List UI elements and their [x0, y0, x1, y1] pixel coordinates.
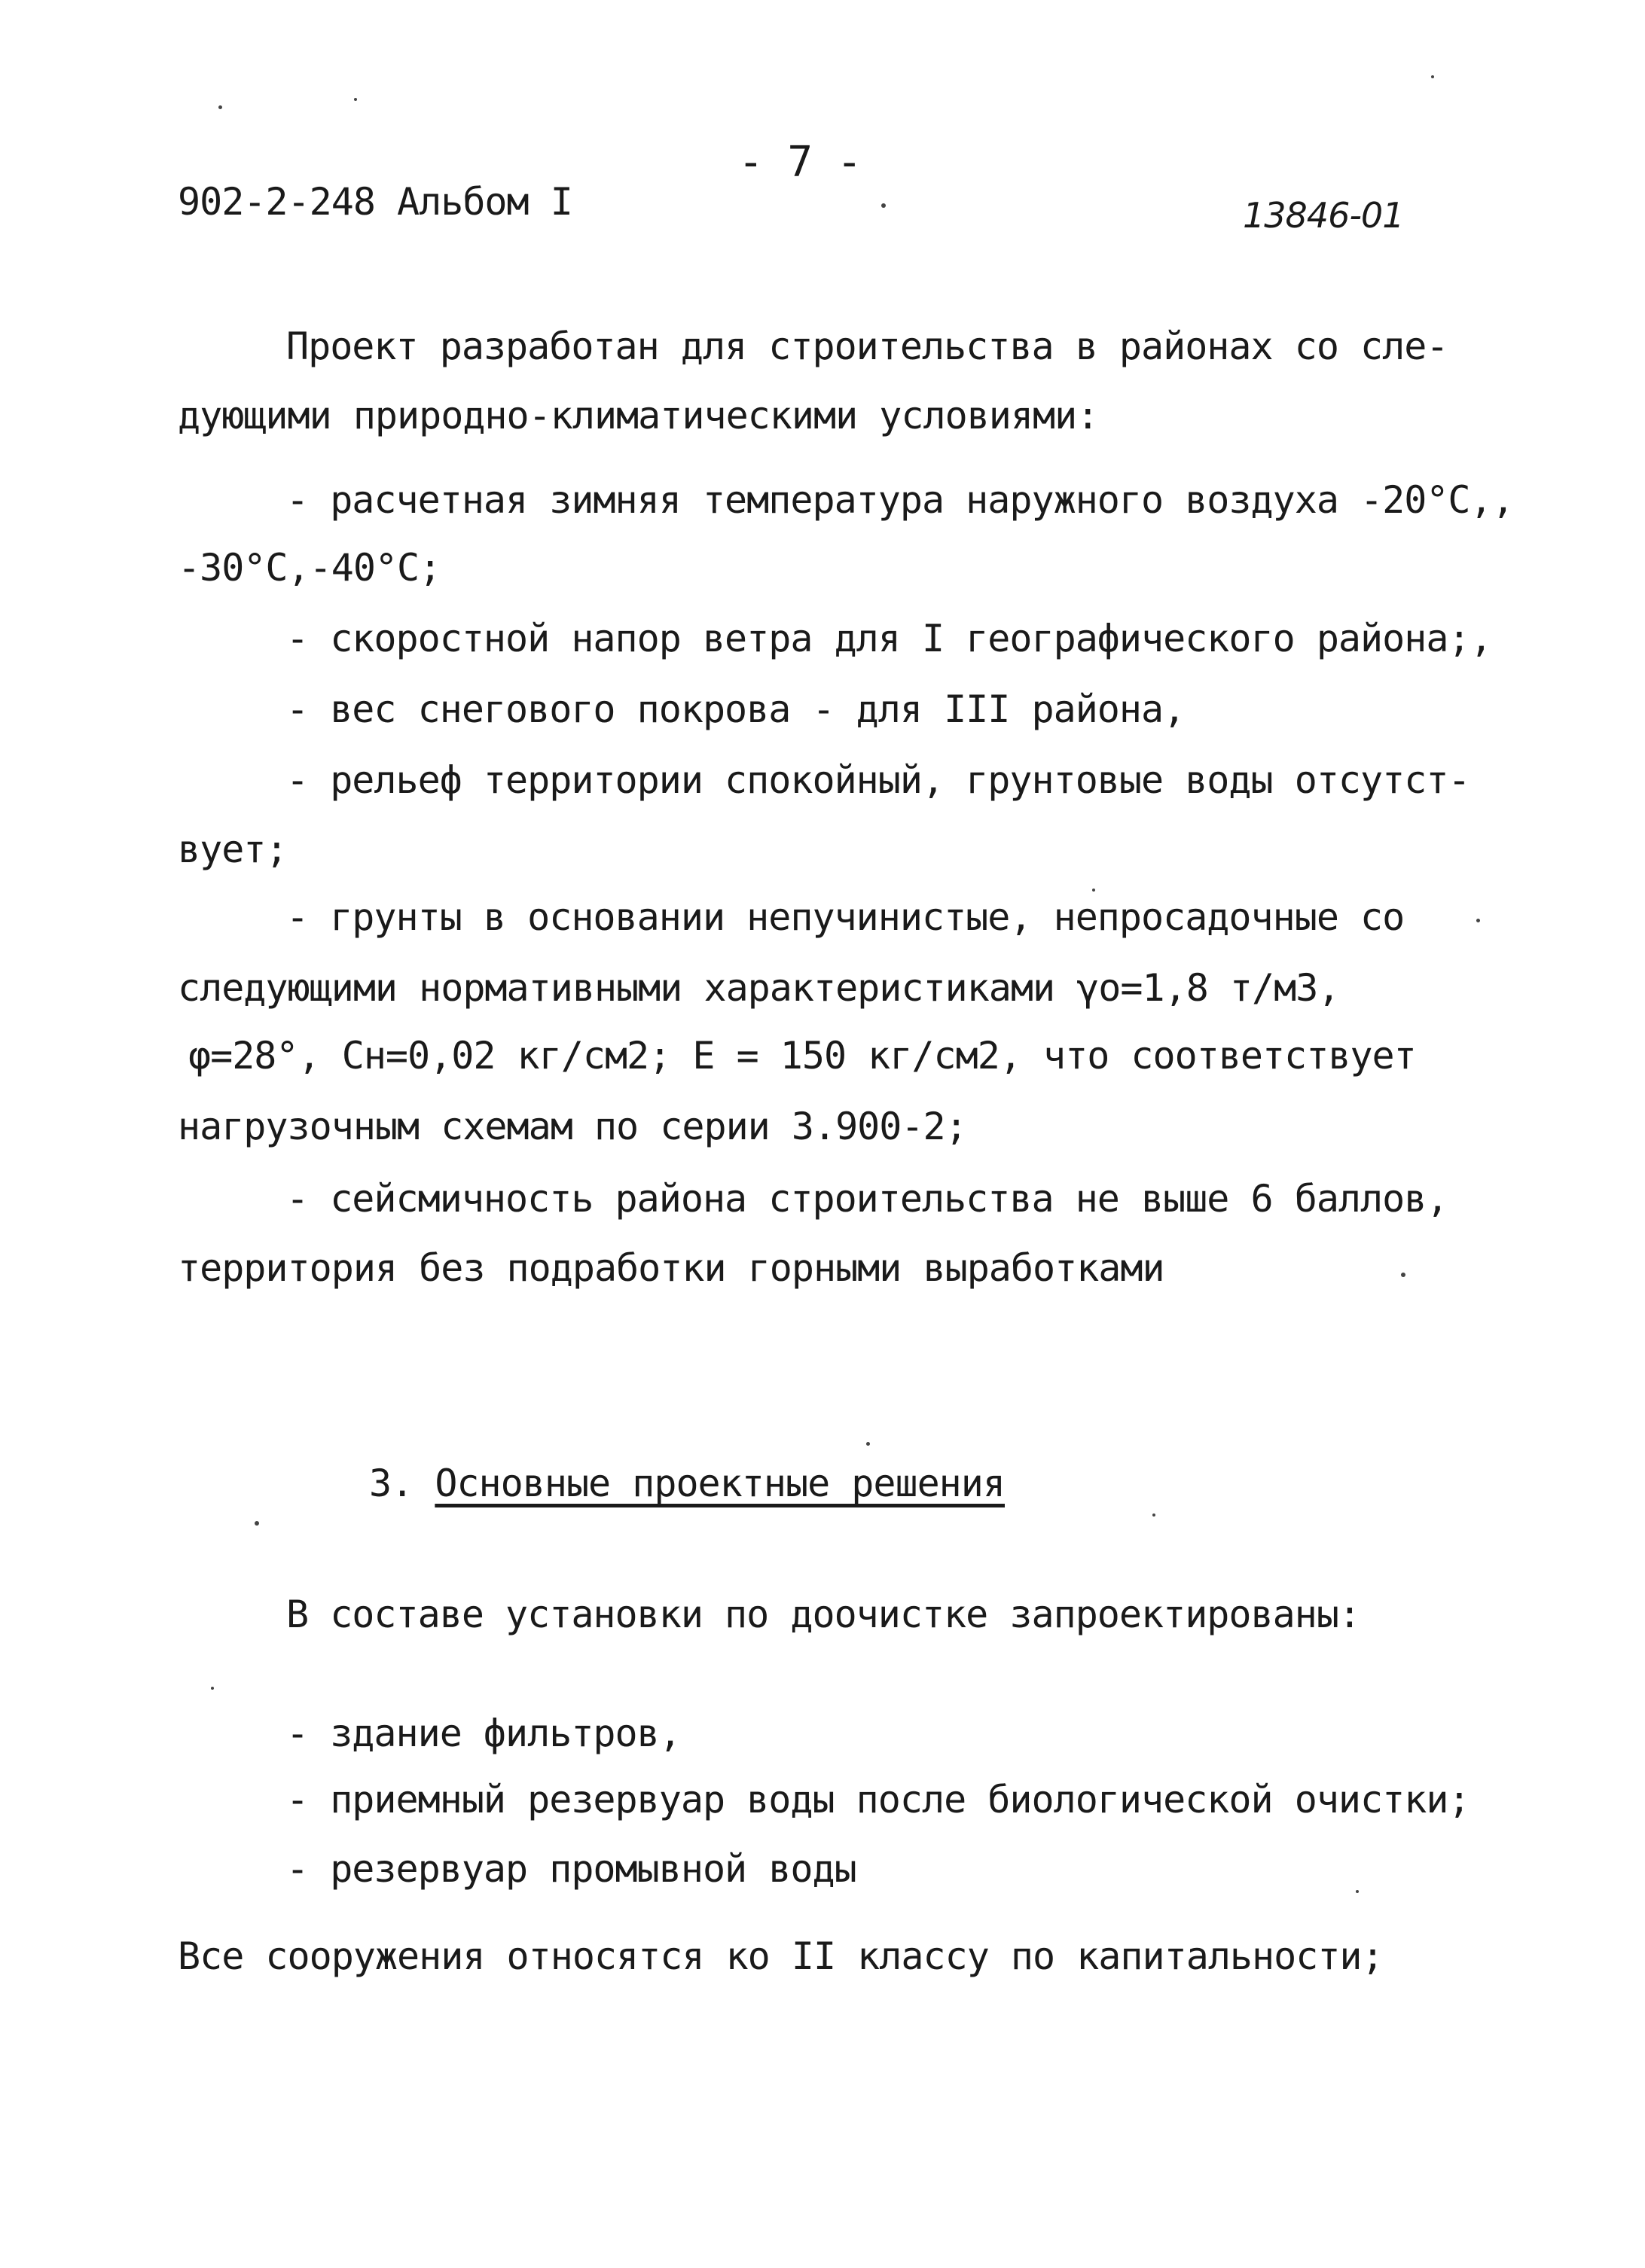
condition-relief-cont: вует; — [178, 828, 288, 871]
condition-snow: - вес снегового покрова - для III района, — [286, 687, 1186, 731]
condition-seismic-cont: территория без подработки горными выработками — [178, 1246, 1164, 1290]
page-number: - 7 - — [738, 138, 862, 187]
scan-speck — [1152, 1514, 1155, 1517]
scan-speck — [881, 203, 886, 208]
composition-item-wash-tank: - резервуар промывной воды — [286, 1847, 856, 1891]
scan-speck — [218, 105, 222, 109]
scan-speck — [1431, 75, 1434, 78]
condition-temperature: - расчетная зимняя температура наружного воздуха -20°С,, — [286, 478, 1514, 522]
closing-statement: Все сооружения относятся ко II классу по капитальности; — [178, 1934, 1384, 1978]
intro-line-1: Проект разработан для строительства в районах со сле- — [286, 325, 1448, 368]
document-code: 902-2-248 Альбом I — [178, 180, 572, 224]
composition-intro: В составе установки по доочистке запроектированы: — [286, 1593, 1361, 1636]
scan-speck — [1092, 889, 1095, 892]
scan-speck — [1401, 1273, 1405, 1277]
condition-seismic: - сейсмичность района строительства не выше 6 баллов, — [286, 1177, 1448, 1221]
condition-wind: - скоростной напор ветра для I географического района;, — [286, 617, 1492, 660]
condition-soil: - грунты в основании непучинистые, непросадочные со — [286, 895, 1405, 939]
section-heading — [369, 1461, 1005, 1506]
scan-speck — [255, 1521, 259, 1526]
section-title: Основные проектные решения — [435, 1462, 1005, 1505]
condition-temperature-cont: -30°С,-40°С; — [178, 546, 441, 590]
scan-speck — [866, 1442, 870, 1446]
condition-soil-line-2: следующими нормативными характеристиками γо=1,8 т/м3, — [178, 966, 1340, 1010]
condition-soil-line-4: нагрузочным схемам по серии 3.900-2; — [178, 1105, 967, 1148]
condition-soil-line-3: φ=28°, Сн=0,02 кг/см2; Е = 150 кг/см2, что соответствует — [188, 1034, 1416, 1078]
scan-speck — [211, 1687, 214, 1690]
composition-item-filters: - здание фильтров, — [286, 1712, 681, 1755]
intro-line-2: дующими природно-климатическими условиями: — [178, 394, 1099, 437]
scan-speck — [1356, 1890, 1359, 1893]
scan-speck — [354, 98, 357, 101]
section-number: 3. — [369, 1462, 414, 1505]
condition-relief: - рельеф территории спокойный, грунтовые воды отсутст- — [286, 758, 1470, 802]
handwritten-registration-number: 13846-01 — [1243, 195, 1404, 236]
scan-speck — [1476, 919, 1480, 922]
composition-item-receiving-tank: - приемный резервуар воды после биологической очистки; — [286, 1778, 1470, 1821]
